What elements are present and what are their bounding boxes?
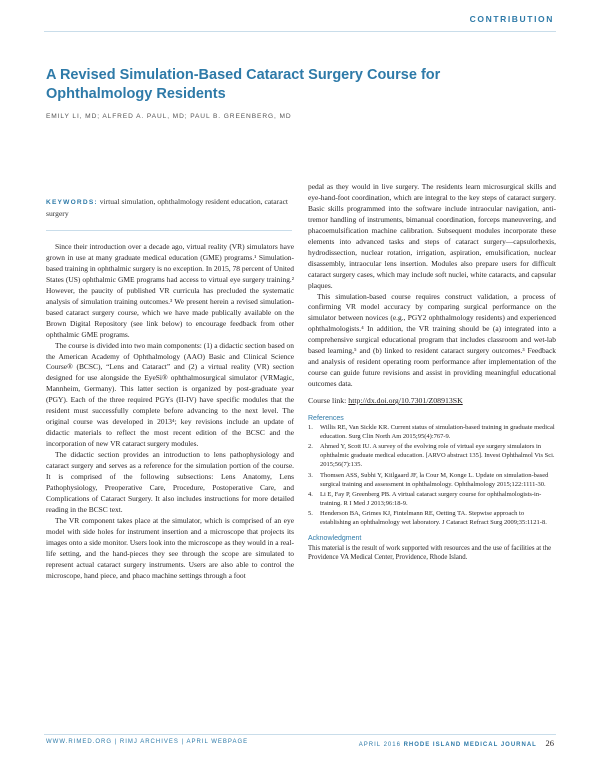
course-link-url[interactable]: http://dx.doi.org/10.7301/Z08913SK <box>348 396 463 406</box>
keywords-block <box>46 197 290 219</box>
reference-item <box>308 424 556 442</box>
footer-date: APRIL 2016 <box>358 742 401 748</box>
reference-number: 2. <box>308 443 313 451</box>
reference-number: 4. <box>308 490 313 498</box>
header-divider <box>44 31 556 32</box>
reference-item <box>308 443 556 470</box>
body-paragraph: The course is divided into two main components: (1) a didactic section based on the American Academy of Ophthalmology (AAO) Basic and Clinical Science Course® (BCSC), “Lens and Cataract” and (2) a virtual reality (VR) section designed for use alongside the EyeSi® ophthalmosurgical simulator (VRMagic, Mannheim, Germany). This latter section is organized by post-graduate year (PGY). Each of the three required PGYs (II-IV) have specific modules that the resident must successfully complete before advancing to the next level. The original course was developed in 2013⁴; key revisions include an update of didactic materials to reflect the most recent edition of the BCSC and the incorporation of new VR cataract surgery modules. <box>46 340 294 449</box>
reference-text: Thomsen ASS, Subhi Y, Kiilgaard JF, la Cour M, Konge L. Update on simulation-based surgical training and assessment in ophthalmology. Ophthalmology 2015;122:1111-30. <box>320 471 549 488</box>
reference-number: 5. <box>308 510 313 518</box>
section-label: CONTRIBUTION <box>469 14 554 24</box>
left-column <box>46 242 294 582</box>
reference-text: Li E, Fay P, Greenberg PB. A virtual cataract surgery course for ophthalmologists-in-training. R I Med J 2013;96:18-9. <box>320 490 542 507</box>
reference-text: Ahmed Y, Scott IU. A survey of the evolving role of virtual eye surgery simulators in ophthalmic graduate medical education. [ARVO abstract 135]. Invest Ophthalmol Vis Sci. 2015;56(7):135. <box>320 443 555 469</box>
keywords-text: virtual simulation, ophthalmology resident education, cataract surgery <box>46 197 289 218</box>
reference-item <box>308 472 556 490</box>
article-title: A Revised Simulation-Based Cataract Surgery Course for Ophthalmology Residents <box>46 67 441 102</box>
reference-number: 3. <box>308 471 313 479</box>
footer-journal-name: RHODE ISLAND MEDICAL JOURNAL <box>403 742 537 748</box>
body-paragraph: The VR component takes place at the simulator, which is comprised of an eye model with side holes for instrument insertion and a microscope that projects its images onto a side monitor. Users look into the microscope as they would in a real-life setting, and the hand-pieces they see through the scope are simulated to represent actual cataract surgery instruments. Users are also able to control the microscope, hand piece, and phaco machine settings through a foot <box>46 515 294 580</box>
reference-item <box>308 510 556 528</box>
keywords-divider <box>46 230 292 231</box>
course-link-label: Course link: <box>308 396 347 406</box>
body-paragraph: Since their introduction over a decade ago, virtual reality (VR) simulators have grown in use at many graduate medical education (GME) programs.¹ Simulation-based training in ophthalmic surgery is no exception. In 2015, 78 percent of United States (US) ophthalmic GME programs had access to virtual eye surgery training.² However, the paucity of published VR curricula has precluded the systematic analysis of simulation training outcomes.³ We present herein a revised simulation-based cataract surgery course, which we have made publically available on the Brown Digital Repository (see link below) to encourage feedback from other ophthalmic GME programs. <box>46 242 294 339</box>
acknowledgment-heading: Acknowledgment <box>308 535 362 543</box>
keywords-label: KEYWORDS: <box>46 199 98 206</box>
reference-item <box>308 491 556 509</box>
footer-links[interactable]: WWW.RIMED.ORG | RIMJ ARCHIVES | APRIL WEBPAGE <box>46 739 249 745</box>
page-number: 26 <box>545 738 554 748</box>
article-authors: EMILY LI, MD; ALFRED A. PAUL, MD; PAUL B. GREENBERG, MD <box>46 113 292 120</box>
right-column <box>308 182 556 563</box>
course-link <box>308 396 556 407</box>
body-paragraph: pedal as they would in live surgery. The residents learn microsurgical skills and eye-hand-foot coordination, which are integral to the key steps of cataract surgery. Basic skills programmed into the software include intraocular navigation, anti-tremor handling of instruments, bimanual coordination, forceps maneuvering, and phacoemulsification machine calibration. Subsequent modules incorporate these elements into advanced tasks and steps of cataract surgery—capsulorhexis, hydrodissection, nuclear rotation, irrigation, aspiration, emulsification, nuclear disassembly, intraocular lens insertion. Modules also prepare users for difficult cataract surgery cases, which may include soft nuclei, white cataracts, and capsular plaques. <box>308 182 556 290</box>
reference-text: Henderson BA, Grimes KJ, Fintelmann RE, Oetting TA. Stepwise approach to establishing an ophthalmology wet laboratory. J Cataract Refract Surg 2009;35:1121-8. <box>320 510 547 527</box>
references-heading: References <box>308 415 344 423</box>
reference-number: 1. <box>308 424 313 432</box>
reference-text: Willis RE, Van Sickle KR. Current status of simulation-based training in graduate medical education. Surg Clin North Am 2015;95(4):767-9. <box>320 424 555 440</box>
footer-divider <box>44 734 556 735</box>
body-paragraph: The didactic section provides an introduction to lens pathophysiology and cataract surgery and serves as a reference for the simulation portion of the course. It is comprised of the following subsections: Lens Anatomy, Lens Pathophysiology, Preoperative Care, Procedure, Postoperative Care, and Complications of Cataract Surgery. It also includes instructions for more detailed reading in the BCSC text. <box>46 450 294 514</box>
body-paragraph: This simulation-based course requires construct validation, a process of confirming VR model accuracy by comparing surgical performance on the simulator between novices (e.g., PGY2 ophthalmology residents) and experienced ophthalmologists.⁴ In addition, the VR training should be (a) integrated into a comprehensive surgical educational program that includes classroom and wet-lab based learning,⁵ and (b) linked to resident cataract surgery outcomes.³ Feedback and analysis of resident operating room performance after implementation of the course can guide future revisions and assist in providing meaningful educational outcomes data. <box>308 291 556 389</box>
acknowledgment-text: This material is the result of work supported with resources and the use of facilities at the Providence VA Medical Center, Providence, Rhode Island. <box>308 545 552 562</box>
footer-journal <box>359 738 554 748</box>
references-list <box>308 424 556 528</box>
